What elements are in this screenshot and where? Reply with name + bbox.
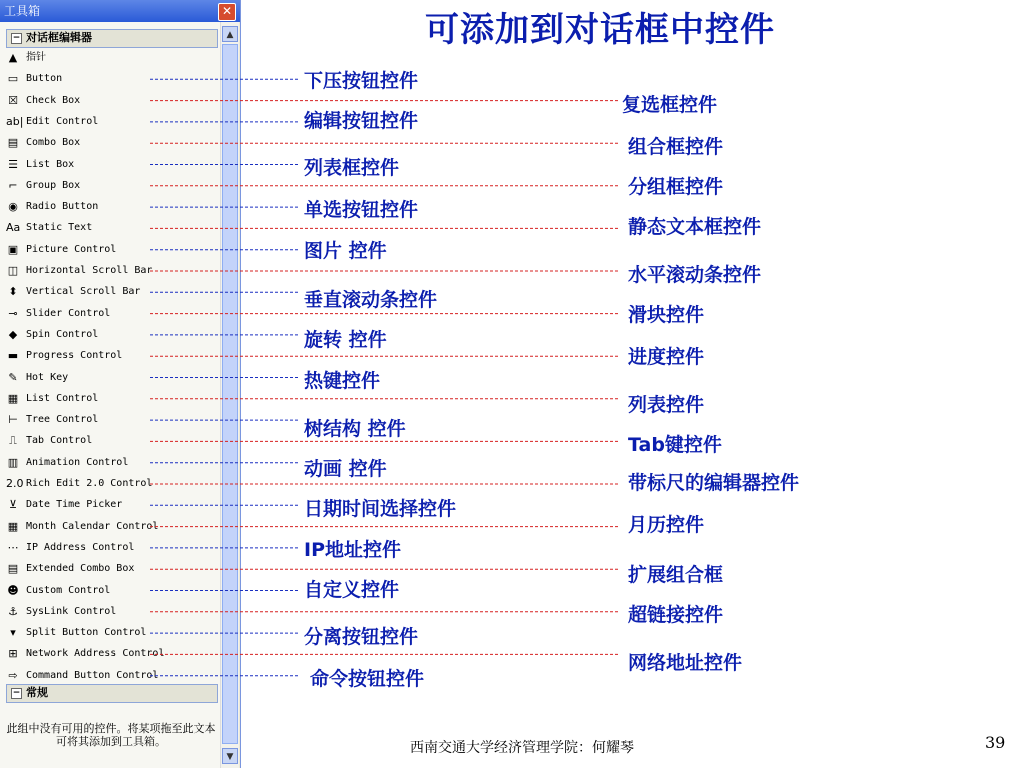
ip-address-icon: ⋯ <box>7 540 19 554</box>
toolbox-item[interactable]: Progress Control <box>26 350 123 362</box>
left-label: 单选按钮控件 <box>304 199 419 221</box>
toolbox-item[interactable]: Slider Control <box>26 307 111 319</box>
tree-icon: ⊢ <box>8 413 18 427</box>
scroll-down-icon[interactable]: ▼ <box>222 748 238 764</box>
picture-icon: ▣ <box>7 242 19 256</box>
toolbox-item[interactable]: Check Box <box>26 94 81 106</box>
toolbox-item[interactable]: Horizontal Scroll Bar <box>26 265 153 276</box>
vscroll-icon: ⬍ <box>8 285 18 299</box>
spin-icon: ◆ <box>8 327 18 341</box>
right-label: 网络地址控件 <box>628 652 743 674</box>
right-label: 超链接控件 <box>628 604 724 626</box>
group-box-icon: ⌐ <box>8 178 18 192</box>
left-label: 分离按钮控件 <box>304 626 419 648</box>
right-label: 进度控件 <box>628 346 705 368</box>
hscroll-icon: ◫ <box>7 264 19 277</box>
slider-icon: ⊸ <box>8 306 18 320</box>
page-number: 39 <box>985 733 1006 752</box>
toolbox-item[interactable]: Split Button Control <box>26 627 147 639</box>
toolbox-item[interactable]: Custom Control <box>26 584 111 596</box>
close-icon[interactable]: ✕ <box>218 3 236 21</box>
right-label: 水平滚动条控件 <box>628 264 762 286</box>
right-label: 滑块控件 <box>628 304 705 326</box>
split-button-icon: ▾ <box>10 626 16 640</box>
left-label: 编辑按钮控件 <box>304 110 419 132</box>
custom-control-icon: ☻ <box>7 583 19 597</box>
calendar-icon: ▦ <box>7 519 19 533</box>
group-label: 对话框编辑器 <box>26 31 92 44</box>
toolbox-title: 工具箱 <box>4 4 41 18</box>
hotkey-icon: ✎ <box>8 370 18 384</box>
right-label: 带标尺的编辑器控件 <box>628 472 800 494</box>
combo-box-icon: ▤ <box>7 136 19 150</box>
collapse-icon[interactable]: − <box>12 687 21 698</box>
toolbox-item[interactable]: Tree Control <box>26 414 99 426</box>
static-text-icon: Aa <box>6 221 21 235</box>
toolbox-item[interactable]: Month Calendar Control <box>26 520 159 532</box>
toolbox-item[interactable]: Animation Control <box>26 456 129 468</box>
right-label: 组合框控件 <box>628 136 724 158</box>
progress-icon: ▬ <box>7 349 19 363</box>
pointer-icon: ▲ <box>8 51 18 64</box>
collapse-icon[interactable]: − <box>12 32 21 43</box>
left-label: 自定义控件 <box>304 579 400 601</box>
left-label: 热键控件 <box>304 370 381 392</box>
left-label: 树结构 控件 <box>304 418 406 440</box>
toolbox-item[interactable]: Hot Key <box>26 371 69 383</box>
list-control-icon: ▦ <box>7 391 19 405</box>
left-label: 列表框控件 <box>304 157 400 179</box>
left-label: IP地址控件 <box>304 539 401 561</box>
left-label: 命令按钮控件 <box>310 668 425 690</box>
toolbox-item[interactable]: Button <box>26 73 63 85</box>
toolbox-item[interactable]: Edit Control <box>26 115 99 127</box>
radio-button-icon: ◉ <box>8 200 18 214</box>
toolbox-item[interactable]: Date Time Picker <box>26 499 123 511</box>
toolbox-item[interactable]: 指针 <box>26 52 46 63</box>
toolbox-item[interactable]: List Box <box>26 158 75 170</box>
network-address-icon: ⊞ <box>8 647 18 661</box>
checkbox-icon: ☒ <box>8 93 18 107</box>
edit-control-icon: ab| <box>6 114 24 128</box>
toolbox-item[interactable]: Command Button Control <box>26 669 159 681</box>
toolbox-item[interactable]: Combo Box <box>26 137 81 149</box>
list-box-icon: ☰ <box>8 157 18 171</box>
ext-combo-icon: ▤ <box>7 562 19 576</box>
right-label: 扩展组合框 <box>628 564 724 586</box>
animation-icon: ▥ <box>7 455 19 469</box>
left-label: 旋转 控件 <box>304 329 387 351</box>
toolbox-item[interactable]: Static Text <box>26 222 93 234</box>
toolbox-item[interactable]: SysLink Control <box>26 605 117 617</box>
right-label: 月历控件 <box>628 514 705 536</box>
empty-group-message: 此组中没有可用的控件。将某项拖至此文本可将其添加到工具箱。 <box>6 722 216 748</box>
footer-text: 西南交通大学经济管理学院：何耀琴 <box>410 740 634 756</box>
left-label: 图片 控件 <box>304 240 387 262</box>
toolbox-item[interactable]: Extended Combo Box <box>26 563 135 575</box>
syslink-icon: ⚓ <box>8 604 18 618</box>
right-label: 列表控件 <box>628 394 705 416</box>
group-label: 常规 <box>26 686 48 699</box>
command-button-icon: ⇨ <box>8 668 18 682</box>
button-icon: ▭ <box>7 72 19 86</box>
slide-title: 可添加到对话框中控件 <box>425 10 775 50</box>
datetime-icon: ⊻ <box>8 498 18 512</box>
toolbox-item[interactable]: List Control <box>26 392 99 404</box>
toolbox-item[interactable]: Spin Control <box>26 328 99 340</box>
scroll-up-icon[interactable]: ▲ <box>222 26 238 42</box>
left-label: 日期时间选择控件 <box>304 498 457 520</box>
toolbox-item[interactable]: Group Box <box>26 179 81 191</box>
right-label: 分组框控件 <box>628 176 724 198</box>
toolbox-item[interactable]: Rich Edit 2.0 Control <box>26 478 153 489</box>
left-label: 下压按钮控件 <box>304 70 419 92</box>
toolbox-item[interactable]: Radio Button <box>26 201 99 213</box>
toolbox-item[interactable]: Tab Control <box>26 435 93 447</box>
right-label: 复选框控件 <box>622 94 718 116</box>
tab-icon: ⎍ <box>9 434 17 448</box>
toolbox-item[interactable]: Picture Control <box>26 243 117 255</box>
left-label: 动画 控件 <box>304 458 387 480</box>
toolbox-item[interactable]: IP Address Control <box>26 541 135 553</box>
left-label: 垂直滚动条控件 <box>304 289 438 311</box>
right-label: Tab键控件 <box>628 434 722 456</box>
right-label: 静态文本框控件 <box>628 216 762 238</box>
toolbox-item[interactable]: Network Address Control <box>26 648 165 660</box>
rich-edit-icon: 2.0 <box>6 477 24 490</box>
toolbox-item[interactable]: Vertical Scroll Bar <box>26 286 141 298</box>
